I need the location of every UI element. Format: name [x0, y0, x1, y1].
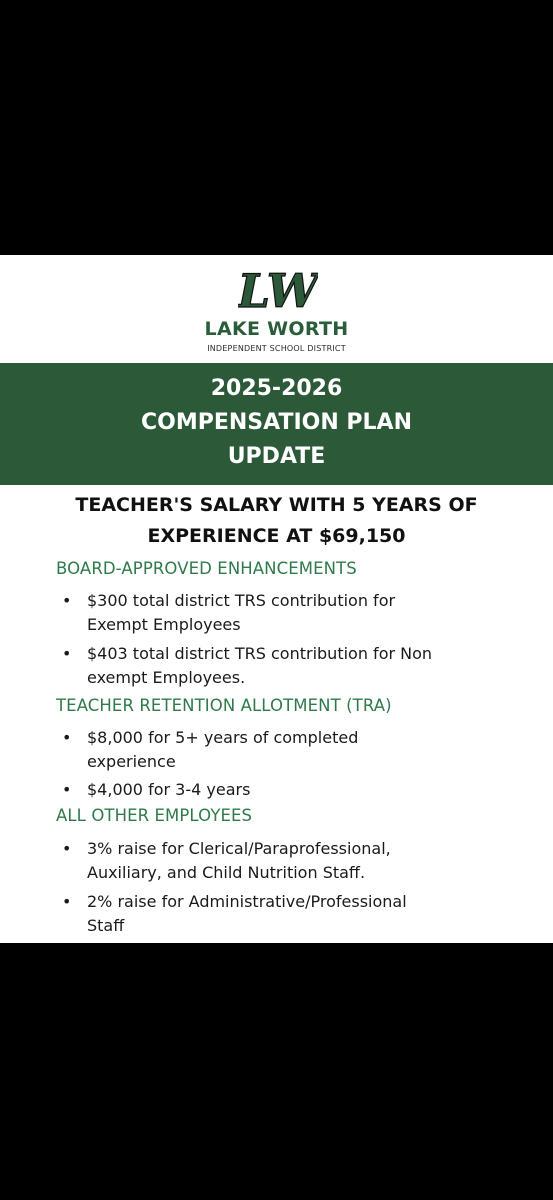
list-item: • $403 total district TRS contribution for Non exempt Employees.: [62, 644, 433, 687]
headline-line-2: EXPERIENCE AT $69,150: [147, 525, 406, 547]
bullet-icon: •: [62, 839, 72, 858]
bullet-icon: •: [62, 780, 72, 799]
list-item: • $300 total district TRS contribution for Exempt Employees: [62, 591, 396, 634]
district-subtitle: INDEPENDENT SCHOOL DISTRICT: [207, 344, 346, 353]
bullet-icon: •: [62, 591, 72, 610]
section-heading-other-employees: ALL OTHER EMPLOYEES: [56, 806, 253, 825]
bullet-icon: •: [62, 892, 72, 911]
banner-title: COMPENSATION PLAN: [140, 410, 412, 435]
banner-year: 2025-2026: [210, 376, 343, 401]
section-heading-tra: TEACHER RETENTION ALLOTMENT (TRA): [56, 696, 392, 715]
logo-letters: LW: [238, 264, 318, 318]
district-name: LAKE WORTH: [204, 318, 349, 340]
title-banner: [0, 363, 553, 485]
headline-line-1: TEACHER'S SALARY WITH 5 YEARS OF: [75, 494, 478, 516]
list-item: • 2% raise for Administrative/Professional Staff: [62, 892, 407, 935]
section-heading-board-approved: BOARD-APPROVED ENHANCEMENTS: [56, 559, 357, 578]
list-item: • $4,000 for 3-4 years: [62, 778, 542, 802]
announcement-card: [0, 255, 553, 943]
list-item: • $8,000 for 5+ years of completed experience: [62, 728, 359, 771]
lw-logo-icon: [238, 259, 318, 319]
bullet-icon: •: [62, 644, 72, 663]
list-item: • 3% raise for Clerical/Paraprofessional, Auxiliary, and Child Nutrition Staff.: [62, 839, 391, 882]
salary-headline: [0, 490, 553, 552]
bullet-icon: •: [62, 728, 72, 747]
banner-subtitle: UPDATE: [227, 444, 326, 469]
district-logo: [0, 255, 553, 363]
